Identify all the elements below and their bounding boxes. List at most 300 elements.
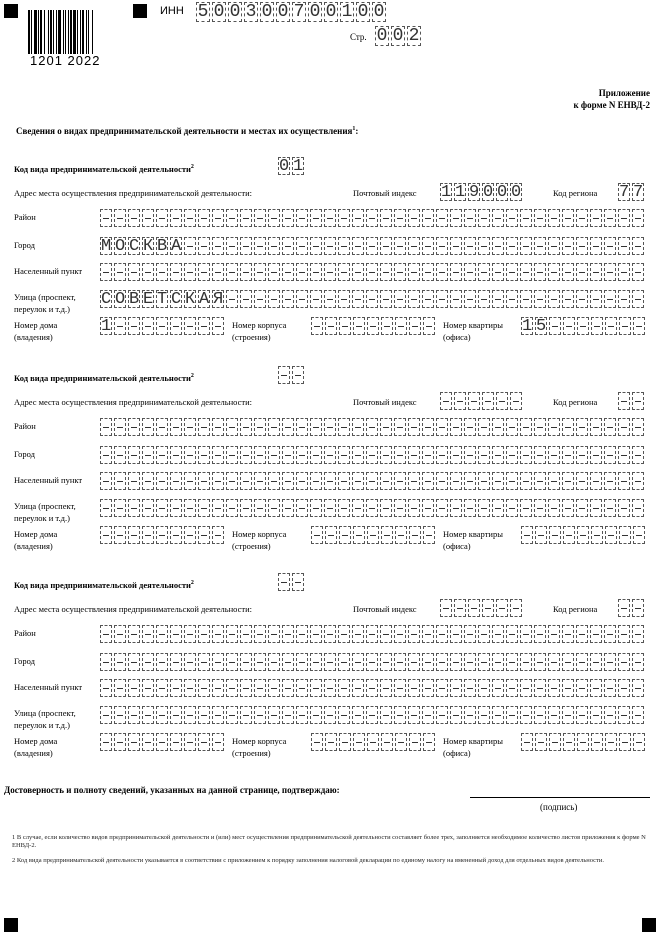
- flat-field[interactable]: [521, 733, 645, 751]
- street-field-cell: [296, 499, 308, 517]
- flat-field-cell: [577, 733, 589, 751]
- inn-cell: 3: [245, 2, 257, 22]
- city-field-cell: [212, 446, 224, 464]
- city-field-cell: [212, 653, 224, 671]
- inn-cell: 7: [293, 2, 305, 22]
- address-label: Адрес места осуществления предпринимательской деятельности:: [14, 604, 253, 614]
- settlement-field-cell: [100, 679, 112, 697]
- street-field-cell: [212, 706, 224, 724]
- activity-code-field[interactable]: [278, 573, 304, 591]
- postal-code-field-cell: [468, 599, 480, 617]
- city-field-cell: [604, 237, 616, 255]
- building-field[interactable]: [311, 733, 435, 751]
- district-field-cell: [128, 209, 140, 227]
- settlement-field-cell: [422, 263, 434, 281]
- corner-marker-top-right: [133, 4, 147, 18]
- settlement-field-cell: [114, 472, 126, 490]
- city-field-cell: [492, 653, 504, 671]
- house-field-cell: [156, 526, 168, 544]
- city-field-cell: [394, 446, 406, 464]
- city-field-cell: [198, 237, 210, 255]
- settlement-field-cell: [254, 679, 266, 697]
- street-field-cell: С: [101, 290, 112, 309]
- street-field-cell: [618, 290, 630, 308]
- street-field[interactable]: [100, 290, 644, 308]
- city-field-cell: [324, 446, 336, 464]
- building-label-line2: (строения): [232, 332, 271, 342]
- street-field-cell: [506, 706, 518, 724]
- street-label-line1: Улица (проспект,: [14, 708, 76, 718]
- flat-field-cell: [549, 317, 561, 335]
- settlement-field-cell: [268, 472, 280, 490]
- settlement-field-cell: [548, 263, 560, 281]
- district-field-cell: [282, 625, 294, 643]
- city-field-cell: [310, 446, 322, 464]
- district-field-cell: [562, 418, 574, 436]
- street-field-cell: [436, 290, 448, 308]
- city-field-cell: [254, 653, 266, 671]
- city-field-cell: [310, 653, 322, 671]
- district-field-cell: [240, 418, 252, 436]
- district-field-cell: [338, 209, 350, 227]
- city-field-cell: [506, 653, 518, 671]
- street-field-cell: [422, 290, 434, 308]
- district-field-cell: [170, 209, 182, 227]
- district-field-cell: [548, 625, 560, 643]
- city-label: Город: [14, 449, 35, 459]
- settlement-field-cell: [226, 679, 238, 697]
- street-field-cell: [310, 290, 322, 308]
- settlement-field-cell: [128, 679, 140, 697]
- inn-cell: 0: [229, 2, 241, 22]
- inn-cell: 5: [197, 2, 209, 22]
- settlement-field-cell: [212, 679, 224, 697]
- district-field-cell: [576, 418, 588, 436]
- page-title-footnote-mark: 1: [352, 126, 356, 132]
- street-field-cell: [352, 290, 364, 308]
- street-field-cell: [548, 706, 560, 724]
- district-field-cell: [436, 625, 448, 643]
- settlement-field-cell: [576, 679, 588, 697]
- city-field-cell: [520, 237, 532, 255]
- street-field-cell: [562, 706, 574, 724]
- settlement-field-cell: [226, 263, 238, 281]
- street-field-cell: [534, 706, 546, 724]
- settlement-field-cell: [114, 263, 126, 281]
- city-field-cell: [296, 653, 308, 671]
- house-field-cell: [198, 733, 210, 751]
- district-field-cell: [604, 209, 616, 227]
- city-label: Город: [14, 240, 35, 250]
- region-code-field-cell: 7: [619, 183, 630, 202]
- building-field-cell: [339, 526, 351, 544]
- house-field-cell: [128, 317, 140, 335]
- district-label: Район: [14, 421, 36, 431]
- district-field-cell: [198, 209, 210, 227]
- street-field-cell: [184, 706, 196, 724]
- district-label: Район: [14, 628, 36, 638]
- barcode-number: 1201 2022: [30, 53, 101, 68]
- house-field[interactable]: [100, 733, 224, 751]
- region-code-field[interactable]: [618, 183, 644, 201]
- city-field-cell: К: [143, 237, 154, 256]
- settlement-field[interactable]: [100, 679, 644, 697]
- city-field-cell: [464, 653, 476, 671]
- district-field-cell: [310, 625, 322, 643]
- city-field-cell: [128, 446, 140, 464]
- district-field-cell: [548, 209, 560, 227]
- building-field-cell: [353, 733, 365, 751]
- street-field-cell: [268, 706, 280, 724]
- activity-code-field-cell: 0: [279, 157, 290, 176]
- street-field-cell: [324, 499, 336, 517]
- building-field-cell: [381, 526, 393, 544]
- settlement-field-cell: [296, 263, 308, 281]
- building-field[interactable]: [311, 526, 435, 544]
- district-field-cell: [184, 625, 196, 643]
- street-field-cell: [310, 499, 322, 517]
- house-field-cell: [170, 526, 182, 544]
- house-field-cell: [184, 526, 196, 544]
- city-field-cell: [184, 653, 196, 671]
- postal-code-field[interactable]: [440, 392, 522, 410]
- street-field-cell: [282, 706, 294, 724]
- city-field-cell: [590, 237, 602, 255]
- district-field-cell: [156, 625, 168, 643]
- street-field-cell: [100, 499, 112, 517]
- street-field-cell: [464, 706, 476, 724]
- flat-field-cell: [549, 733, 561, 751]
- signature-line[interactable]: [470, 797, 650, 798]
- city-field-cell: [380, 237, 392, 255]
- city-field-cell: [478, 446, 490, 464]
- district-field-cell: [604, 418, 616, 436]
- settlement-field-cell: [408, 472, 420, 490]
- street-field-cell: [324, 290, 336, 308]
- street-field-cell: [338, 499, 350, 517]
- settlement-field-cell: [352, 679, 364, 697]
- settlement-field-cell: [534, 679, 546, 697]
- city-field[interactable]: [100, 446, 644, 464]
- city-field-cell: [240, 446, 252, 464]
- street-field-cell: [632, 290, 644, 308]
- settlement-field-cell: [380, 472, 392, 490]
- house-field-cell: [142, 526, 154, 544]
- city-field[interactable]: [100, 237, 644, 255]
- district-field-cell: [100, 625, 112, 643]
- building-field-cell: [395, 733, 407, 751]
- settlement-field-cell: [100, 472, 112, 490]
- settlement-field-cell: [380, 679, 392, 697]
- street-field-cell: [212, 499, 224, 517]
- street-field-cell: [240, 706, 252, 724]
- district-field[interactable]: [100, 418, 644, 436]
- district-field-cell: [506, 625, 518, 643]
- building-field-cell: [311, 526, 323, 544]
- street-field-cell: [590, 290, 602, 308]
- activity-code-field[interactable]: [278, 157, 304, 175]
- flat-field-cell: 5: [536, 317, 547, 336]
- district-field-cell: [128, 625, 140, 643]
- street-field-cell: [338, 706, 350, 724]
- street-field-cell: Т: [157, 290, 168, 309]
- district-field-cell: [562, 209, 574, 227]
- page-title: Сведения о видах предпринимательской деятельности и местах их осуществления$^1$:: [16, 126, 359, 136]
- settlement-field-cell: [436, 263, 448, 281]
- district-field[interactable]: [100, 209, 644, 227]
- street-field[interactable]: [100, 499, 644, 517]
- settlement-label: Населенный пункт: [14, 475, 83, 485]
- settlement-field-cell: [310, 472, 322, 490]
- district-field-cell: [268, 625, 280, 643]
- street-field-cell: [184, 499, 196, 517]
- street-field-cell: С: [171, 290, 182, 309]
- settlement-field-cell: [548, 679, 560, 697]
- street-field-cell: [254, 706, 266, 724]
- settlement-field-cell: [604, 679, 616, 697]
- street-field-cell: [198, 499, 210, 517]
- building-field-cell: [395, 317, 407, 335]
- city-field-cell: В: [157, 237, 168, 256]
- city-field-cell: [100, 446, 112, 464]
- street-field-cell: [450, 706, 462, 724]
- city-field-cell: [548, 237, 560, 255]
- street-field-cell: [128, 706, 140, 724]
- street-field-cell: [296, 706, 308, 724]
- region-code-field[interactable]: [618, 599, 644, 617]
- postal-code-field-cell: 1: [441, 183, 452, 202]
- city-field-cell: [548, 446, 560, 464]
- building-field-cell: [353, 317, 365, 335]
- flat-field-cell: [605, 733, 617, 751]
- postal-code-field[interactable]: [440, 183, 522, 201]
- district-field[interactable]: [100, 625, 644, 643]
- flat-field-cell: 1: [522, 317, 533, 336]
- street-field-cell: [156, 499, 168, 517]
- page-label: Стр.: [350, 32, 367, 42]
- city-field-cell: [562, 237, 574, 255]
- district-field-cell: [324, 625, 336, 643]
- street-field-cell: Е: [143, 290, 154, 309]
- district-field-cell: [352, 418, 364, 436]
- postal-code-field-cell: 9: [469, 183, 480, 202]
- city-field-cell: [618, 653, 630, 671]
- flat-field-cell: [577, 526, 589, 544]
- street-field-cell: [534, 499, 546, 517]
- settlement-field-cell: [226, 472, 238, 490]
- building-field[interactable]: [311, 317, 435, 335]
- settlement-field-cell: [338, 263, 350, 281]
- district-field-cell: [520, 625, 532, 643]
- street-field-cell: [436, 706, 448, 724]
- district-field-cell: [296, 418, 308, 436]
- settlement-field-cell: [534, 472, 546, 490]
- city-field-cell: [114, 446, 126, 464]
- district-field-cell: [212, 209, 224, 227]
- city-field-cell: [282, 446, 294, 464]
- page-number-field[interactable]: [375, 26, 421, 46]
- activity-code-footnote-mark: 2: [190, 164, 194, 170]
- building-field-cell: [409, 317, 421, 335]
- street-field-cell: [380, 706, 392, 724]
- house-field[interactable]: [100, 526, 224, 544]
- settlement-field-cell: [618, 472, 630, 490]
- settlement-field-cell: [184, 679, 196, 697]
- district-field-cell: [562, 625, 574, 643]
- flat-field-cell: [619, 733, 631, 751]
- street-field[interactable]: [100, 706, 644, 724]
- settlement-field-cell: [268, 263, 280, 281]
- street-field-cell: [562, 290, 574, 308]
- postal-code-label: Почтовый индекс: [353, 188, 417, 198]
- city-field-cell: [240, 237, 252, 255]
- district-field-cell: [450, 418, 462, 436]
- city-field-cell: [604, 653, 616, 671]
- street-field-cell: Я: [213, 290, 224, 309]
- settlement-field-cell: [142, 263, 154, 281]
- city-field-cell: [408, 237, 420, 255]
- building-field-cell: [353, 526, 365, 544]
- settlement-field-cell: [478, 263, 490, 281]
- district-field-cell: [590, 209, 602, 227]
- settlement-field-cell: [520, 263, 532, 281]
- building-field-cell: [339, 317, 351, 335]
- flat-label-line1: Номер квартиры: [443, 320, 503, 330]
- postal-code-field-cell: [510, 599, 522, 617]
- settlement-field-cell: [324, 263, 336, 281]
- flat-field[interactable]: [521, 317, 645, 335]
- city-field-cell: [506, 237, 518, 255]
- district-field-cell: [114, 209, 126, 227]
- settlement-field-cell: [632, 679, 644, 697]
- inn-cell: 0: [309, 2, 321, 22]
- region-code-field[interactable]: [618, 392, 644, 410]
- city-field-cell: [450, 446, 462, 464]
- settlement-field-cell: [408, 679, 420, 697]
- city-field-cell: [534, 653, 546, 671]
- flat-field-cell: [535, 526, 547, 544]
- district-field-cell: [142, 418, 154, 436]
- settlement-label: Населенный пункт: [14, 266, 83, 276]
- flat-field-cell: [591, 526, 603, 544]
- street-field-cell: [604, 290, 616, 308]
- house-field-cell: [198, 317, 210, 335]
- city-field-cell: [548, 653, 560, 671]
- appendix-line1: Приложение: [598, 88, 650, 98]
- building-field-cell: [395, 526, 407, 544]
- settlement-field-cell: [324, 472, 336, 490]
- activity-code-field-cell: [278, 573, 290, 591]
- street-field-cell: О: [115, 290, 126, 309]
- district-field-cell: [394, 209, 406, 227]
- city-field-cell: [492, 446, 504, 464]
- region-code-field-cell: [632, 599, 644, 617]
- postal-code-field-cell: 0: [483, 183, 494, 202]
- city-field-cell: [366, 446, 378, 464]
- activity-code-field[interactable]: [278, 366, 304, 384]
- building-field-cell: [423, 733, 435, 751]
- address-label: Адрес места осуществления предпринимательской деятельности:: [14, 397, 253, 407]
- settlement-field-cell: [128, 263, 140, 281]
- city-field-cell: [296, 237, 308, 255]
- district-field-cell: [254, 209, 266, 227]
- district-field-cell: [492, 209, 504, 227]
- region-code-label: Код региона: [553, 604, 598, 614]
- street-label-line2: переулок и т.д.): [14, 720, 70, 730]
- settlement-field-cell: [198, 472, 210, 490]
- settlement-field[interactable]: [100, 263, 644, 281]
- flat-field-cell: [563, 733, 575, 751]
- settlement-field[interactable]: [100, 472, 644, 490]
- city-field-cell: [506, 446, 518, 464]
- settlement-field-cell: [156, 679, 168, 697]
- settlement-field-cell: [464, 263, 476, 281]
- settlement-field-cell: [562, 679, 574, 697]
- district-field-cell: [240, 209, 252, 227]
- house-field-cell: [128, 733, 140, 751]
- postal-code-field-cell: [454, 392, 466, 410]
- inn-field[interactable]: [196, 2, 386, 22]
- street-field-cell: [408, 290, 420, 308]
- street-field-cell: [394, 499, 406, 517]
- city-field-cell: [156, 446, 168, 464]
- district-field-cell: [632, 625, 644, 643]
- city-field[interactable]: [100, 653, 644, 671]
- street-field-cell: [576, 499, 588, 517]
- signature-label: (подпись): [540, 802, 578, 812]
- district-field-cell: [464, 625, 476, 643]
- district-field-cell: [170, 625, 182, 643]
- house-field[interactable]: [100, 317, 224, 335]
- city-field-cell: [296, 446, 308, 464]
- district-field-cell: [212, 625, 224, 643]
- district-field-cell: [618, 209, 630, 227]
- settlement-field-cell: [604, 472, 616, 490]
- activity-code-field-cell: [278, 366, 290, 384]
- building-label-line2: (строения): [232, 748, 271, 758]
- city-field-cell: [268, 237, 280, 255]
- district-field-cell: [464, 418, 476, 436]
- city-field-cell: [338, 237, 350, 255]
- city-field-cell: [394, 237, 406, 255]
- building-field-cell: [325, 317, 337, 335]
- district-field-cell: [324, 418, 336, 436]
- building-field-cell: [367, 526, 379, 544]
- district-field-cell: [296, 209, 308, 227]
- flat-field[interactable]: [521, 526, 645, 544]
- house-label-line1: Номер дома: [14, 320, 58, 330]
- settlement-field-cell: [492, 679, 504, 697]
- house-field-cell: [114, 317, 126, 335]
- street-field-cell: [366, 290, 378, 308]
- settlement-field-cell: [114, 679, 126, 697]
- activity-code-label-text: Код вида предпринимательской деятельности: [14, 372, 191, 383]
- appendix-line2: к форме N ЕНВД-2: [573, 100, 650, 110]
- street-field-cell: [506, 499, 518, 517]
- flat-field-cell: [605, 526, 617, 544]
- district-field-cell: [478, 418, 490, 436]
- city-field-cell: [184, 446, 196, 464]
- activity-code-field-cell: [292, 366, 304, 384]
- street-field-cell: [408, 706, 420, 724]
- city-field-cell: [198, 653, 210, 671]
- district-field-cell: [576, 209, 588, 227]
- flat-label-line2: (офиса): [443, 332, 471, 342]
- postal-code-field[interactable]: [440, 599, 522, 617]
- activity-code-label: [14, 162, 194, 174]
- district-field-cell: [534, 209, 546, 227]
- city-field-cell: [408, 653, 420, 671]
